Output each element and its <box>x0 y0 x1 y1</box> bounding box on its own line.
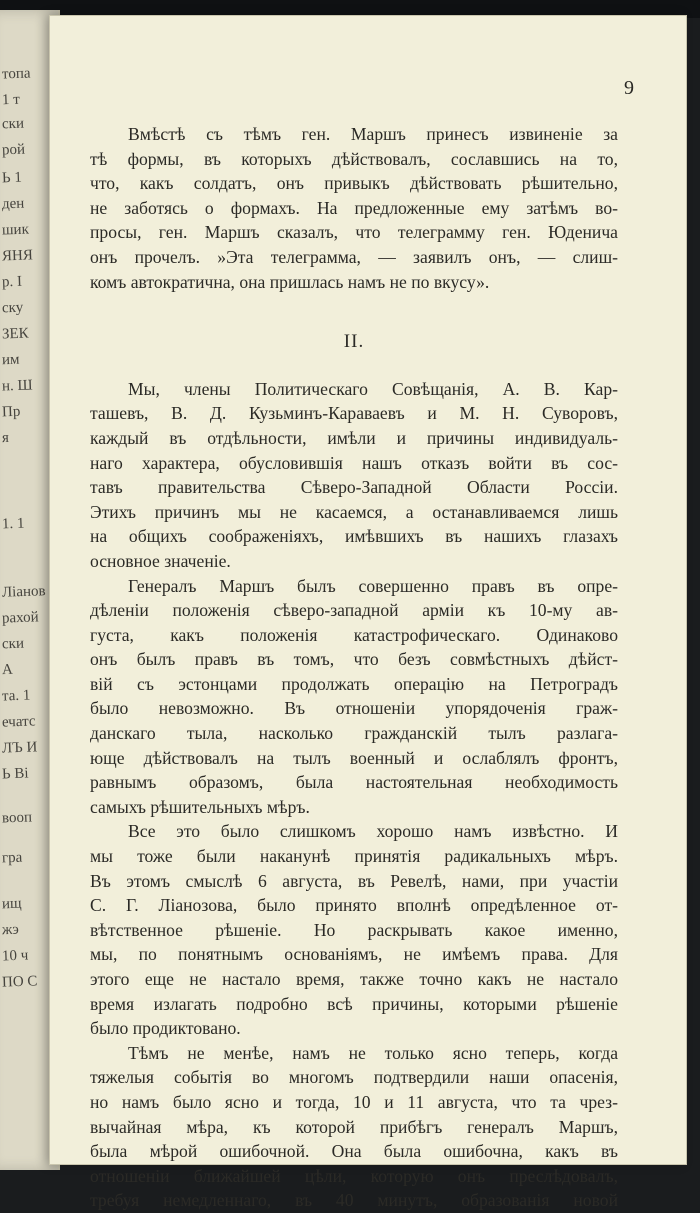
text-line: равнымъ образомъ, была настоятельная необходимость <box>90 772 618 793</box>
text-line: мы тоже были наканунѣ принятія радикальныхъ мѣръ. <box>90 846 618 867</box>
page-number: 9 <box>624 77 634 99</box>
left-page-fragment: ЯНЯ <box>1 247 34 265</box>
text-line: Мы, члены Политическаго Совѣщанія, А. В. Кар- <box>128 378 618 399</box>
text-line: тавъ правительства Сѣверо-Западной Области Россіи. <box>90 477 618 498</box>
text-line: просы, ген. Маршъ сказалъ, что телеграмму ген. Юденича <box>90 222 618 243</box>
text-line: тяжелыя событія во многомъ подтвердили наши опасенія, <box>90 1067 618 1088</box>
left-page-fragment: ден <box>1 195 25 213</box>
paragraph-5 <box>90 1041 618 1213</box>
left-page-fragment: ПО С <box>1 973 38 991</box>
left-page-fragment: ЗЕК <box>1 325 29 343</box>
left-page-fragment: А <box>1 661 14 679</box>
left-page-fragment: рой <box>1 141 26 159</box>
left-page-fragment: ищ <box>1 895 22 913</box>
text-line: данскаго тыла, насколько гражданскій тылъ разлага- <box>90 723 618 744</box>
text-line: ташевъ, В. Д. Кузьминъ-Караваевъ и М. Н. Суворовъ, <box>90 403 618 424</box>
paragraph-2 <box>90 377 618 574</box>
paragraph-4 <box>90 819 618 1040</box>
left-page-fragment: жэ <box>1 921 20 939</box>
text-line: было продиктовано. <box>90 1018 241 1039</box>
left-page-fragment: ечатс <box>1 713 36 731</box>
text-line: Тѣмъ не менѣе, намъ не только ясно теперь, когда <box>128 1042 618 1063</box>
left-page-fragment: Пр <box>1 403 21 421</box>
text-line: требуя немедленнаго, въ 40 минутъ, образованія новой <box>90 1190 618 1211</box>
text-line: вій съ эстонцами продолжать операцію на Петроградъ <box>90 673 618 694</box>
text-line: дѣленіи положенія сѣверо-западной арміи къ 10-му ав- <box>90 600 618 621</box>
text-line: этого еще не настало время, также точно какъ не настало <box>90 969 618 989</box>
text-line: мы, по понятнымъ основаніямъ, не имѣемъ права. Для <box>90 944 618 965</box>
left-page-fragment: рахой <box>1 609 39 627</box>
text-line: вѣтственное рѣшеніе. Но раскрывать какое именно, <box>90 919 618 940</box>
left-page-fragment: 1. 1 <box>1 515 25 533</box>
text-line: была мѣрой ошибочной. Она была ошибочна, какъ въ <box>90 1141 618 1162</box>
text-line: Все это было слишкомъ хорошо намъ извѣстно. И <box>128 821 618 842</box>
text-line: не заботясь о формахъ. На предложенные ему затѣмъ во- <box>90 197 618 218</box>
left-page-fragment: ски <box>1 635 25 653</box>
section-heading: II. <box>343 331 365 353</box>
text-line: Вмѣстѣ съ тѣмъ ген. Маршъ принесъ извиненіе за <box>128 124 618 144</box>
left-page-fragment: н. Ш <box>1 377 33 395</box>
left-page-fragment: шик <box>1 221 30 239</box>
text-line: онъ былъ правъ въ томъ, что безъ совмѣстныхъ дѣйст- <box>90 649 618 670</box>
text-line: онъ прочелъ. »Эта телеграмма, — заявилъ онъ, — слиш- <box>90 246 618 267</box>
text-line: С. Г. Ліанозова, было принято вполнѣ опредѣленное от- <box>90 895 618 916</box>
text-line: наго характера, обусловившія нашъ отказъ войти въ сос- <box>90 452 618 473</box>
left-page-fragment: вооп <box>1 809 33 827</box>
text-line: вычайная мѣра, къ которой прибѣгъ генералъ Маршъ, <box>90 1116 618 1137</box>
left-page-fragment: 10 ч <box>1 947 29 965</box>
text-line: густа, какъ положенія катастрофическаго. Одинаково <box>90 624 618 645</box>
left-page-fragment: гра <box>1 849 23 867</box>
text-line: основное значеніе. <box>90 550 231 571</box>
text-line: каждый въ отдѣльности, имѣли и причины индивидуаль- <box>90 427 618 448</box>
text-line: самыхъ рѣшительныхъ мѣръ. <box>90 796 310 817</box>
left-page-fragment: им <box>1 351 20 369</box>
left-page-fragment: 1 т <box>1 91 21 109</box>
left-page-fragment: Ь 1 <box>1 169 23 187</box>
text-line: время излагать подробно всѣ причины, которыми рѣшеніе <box>90 993 618 1014</box>
text-line: Этихъ причинъ мы не касаемся, а останавливаемся лишь <box>90 501 618 522</box>
left-page-fragment: ску <box>1 299 24 317</box>
text-line: но намъ было ясно и тогда, 10 и 11 августа, что та чрез- <box>90 1091 618 1112</box>
text-line: юще дѣйствовалъ на тылъ военный и ослаблялъ фронтъ, <box>90 747 618 768</box>
left-page-fragment: та. 1 <box>1 687 31 705</box>
left-page-fragment: я <box>1 429 10 447</box>
left-page-fragment: Ліанов <box>1 583 46 601</box>
left-page-fragment: ЛЪ И <box>1 739 38 757</box>
text-line: было невозможно. Въ отношеніи упорядоченія граж- <box>90 698 618 719</box>
text-line: комъ автократична, она пришлась намъ не по вкусу». <box>90 271 490 292</box>
text-line: на общихъ соображеніяхъ, имѣвшихъ въ нашихъ глазахъ <box>90 526 618 547</box>
book-page <box>50 16 686 1211</box>
paragraph-1 <box>90 122 618 294</box>
left-page-fragment: ски <box>1 115 25 133</box>
text-line: отношеніи ближайшей цѣли, которую онъ преслѣдовалъ, <box>90 1165 618 1186</box>
text-line: Въ этомъ смыслѣ 6 августа, въ Ревелѣ, нами, при участіи <box>90 870 618 891</box>
left-page-fragment: Ь Ві <box>1 765 29 783</box>
text-line: Генералъ Маршъ былъ совершенно правъ въ опре- <box>128 575 618 596</box>
paragraph-3 <box>90 574 618 820</box>
left-page-fragment: топа <box>1 65 31 83</box>
text-line: тѣ формы, въ которыхъ дѣйствовалъ, сославшись на то, <box>90 148 618 169</box>
text-line: что, какъ солдатъ, онъ привыкъ дѣйствовать рѣшительно, <box>90 173 618 194</box>
left-page-fragment: р. I <box>1 273 23 291</box>
page-body <box>90 122 618 1213</box>
